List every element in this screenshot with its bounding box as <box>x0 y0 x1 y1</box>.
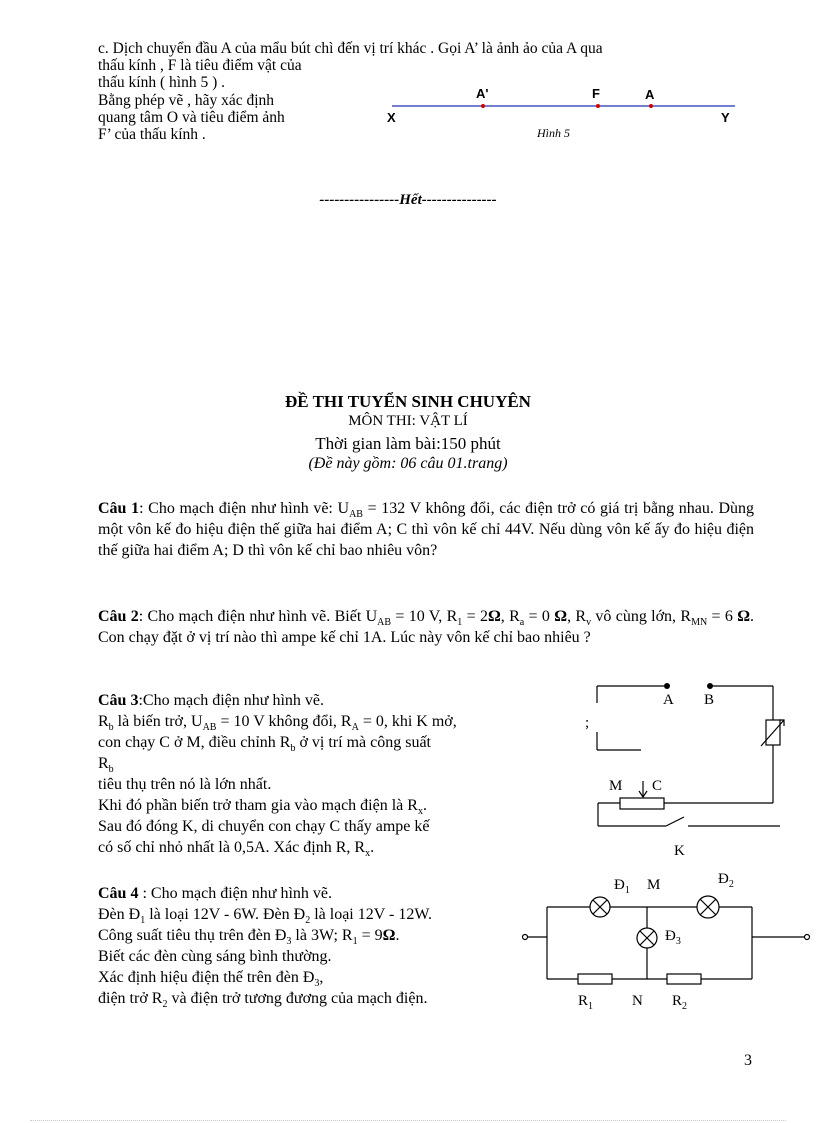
q3-l2s2: AB <box>202 722 217 734</box>
q3-l8s: x <box>365 848 371 860</box>
q2-omega-2: Ω <box>554 608 568 625</box>
point-f <box>596 104 600 108</box>
q4-r1-text: R <box>578 993 589 1009</box>
q4-l2a: Đèn Đ <box>98 906 141 923</box>
q3-l6s: x <box>417 806 423 818</box>
q2-text-1: : Cho mạch điện như hình vẽ. Biết U <box>138 608 378 625</box>
q3-label: Câu 3 <box>98 692 139 709</box>
q3-l8a: có số chỉ nhỏ nhất là 0,5A. Xác định R, R <box>98 839 366 856</box>
q3-label-m: M <box>609 778 623 794</box>
q4-label-n: N <box>632 993 643 1009</box>
q2-sub-2: 1 <box>457 617 463 629</box>
q3-l2a: R <box>98 713 109 730</box>
q2-sub-5: MN <box>691 617 708 629</box>
q2-text-8: = 6 <box>707 608 738 625</box>
q3-circuit <box>580 676 800 846</box>
q3-l4a: R <box>98 755 109 772</box>
q4-omega: Ω <box>382 927 396 944</box>
q3-label-c: C <box>652 778 663 794</box>
q3-line-7: Sau đó đóng K, di chuyển con chạy C thấy ampe kế <box>98 818 430 835</box>
q4-l6s: 2 <box>162 999 168 1011</box>
question-1 <box>98 498 754 561</box>
q4-d2-sub: 2 <box>728 879 734 890</box>
exam-title: ĐỀ THI TUYỂN SINH CHUYÊN <box>285 392 531 411</box>
q4-l5a: Xác định hiệu điện thế trên đèn Đ <box>98 969 315 986</box>
q4-r2-text: R <box>672 993 683 1009</box>
q4-circuit <box>515 895 815 995</box>
q3-l2d: = 0, khi K mở, <box>358 713 457 730</box>
q3-line-6 <box>98 795 457 816</box>
exam-subject: MÔN THI: VẬT LÍ <box>348 413 468 429</box>
terminal-a <box>664 683 670 689</box>
label-a-prime: A' <box>476 86 489 101</box>
exam-duration: Thời gian làm bài:150 phút <box>315 434 501 453</box>
q3-line-1 <box>98 690 457 711</box>
q2-text-9: . Con chạy đặt ở vị trí nào thì ampe kế chỉ 1A. Lúc này vôn kế chỉ bao nhiêu ? <box>98 608 755 646</box>
q4-d1-text: Đ <box>614 877 625 893</box>
rheostat-mn <box>620 798 664 809</box>
q2-text-7: vô cùng lớn, R <box>591 608 692 625</box>
label-y: Y <box>721 110 730 125</box>
q4-d3-sub: 3 <box>675 936 681 947</box>
q4-l3s: 3 <box>286 936 292 948</box>
q3-label-b: B <box>704 692 715 708</box>
q4-l3s2: 1 <box>352 936 358 948</box>
q4-l3c: = 9 <box>357 927 383 944</box>
q-c-line1: c. Dịch chuyển đầu A của mẩu bút chì đến vị trí khác . Gọi A’ là ảnh ảo của A qua <box>98 40 603 57</box>
resistor-r2 <box>667 974 701 984</box>
q4-line-2 <box>98 904 432 925</box>
q3-l2b: là biến trở, U <box>113 713 203 730</box>
point-a <box>649 104 653 108</box>
q2-label: Câu 2 <box>98 608 139 625</box>
q2-sub-4: v <box>586 617 592 629</box>
q2-text-3: = 2 <box>462 608 488 625</box>
q4-r1-sub: 1 <box>588 1001 594 1012</box>
q3-label-semicolon: ; <box>585 715 590 731</box>
q4-l3a: Công suất tiêu thụ trên đèn Đ <box>98 927 287 944</box>
terminal-left <box>523 935 528 940</box>
q4-d3-text: Đ <box>665 928 676 944</box>
question-3 <box>98 690 457 858</box>
q2-text-2: = 10 V, R <box>391 608 458 625</box>
end-mark: ----------------Hết--------------- <box>319 192 497 208</box>
q2-text-4: , R <box>500 608 520 625</box>
q4-d1-sub: 1 <box>624 885 630 896</box>
q4-l3b: là 3W; R <box>291 927 353 944</box>
q2-omega-3: Ω <box>737 608 751 625</box>
page-bottom-divider <box>30 1120 786 1121</box>
figure-5-caption: Hình 5 <box>537 126 570 140</box>
label-f: F <box>592 86 600 101</box>
switch-k <box>666 817 684 826</box>
q3-line-3 <box>98 732 457 753</box>
q4-l5s: 3 <box>314 978 320 990</box>
q3-line-8 <box>98 837 457 858</box>
q-c-line5: quang tâm O và tiêu điểm ảnh <box>98 109 285 126</box>
q3-l8b: . <box>370 839 375 856</box>
lamp-d3 <box>637 928 657 948</box>
q4-l6a: điện trở R <box>98 990 163 1007</box>
q4-label-r2 <box>672 993 687 1010</box>
q4-l6b: và điện trở tương đương của mạch điện. <box>167 990 428 1007</box>
q4-label: Câu 4 <box>98 885 139 902</box>
q4-l2s2: 2 <box>305 915 311 927</box>
q3-l3s: b <box>290 743 296 755</box>
q2-text-5: = 0 <box>524 608 555 625</box>
q4-line-6 <box>98 988 432 1009</box>
q-c-line4: Bằng phép vẽ , hãy xác định <box>98 92 275 109</box>
q3-line-2 <box>98 711 457 732</box>
q-c-line3: thấu kính ( hình 5 ) . <box>98 74 225 91</box>
q4-label-r1 <box>578 993 593 1010</box>
q3-l3a: con chạy C ở M, điều chỉnh R <box>98 734 291 751</box>
q3-label-a: A <box>663 692 674 708</box>
point-a-prime <box>481 104 485 108</box>
q4-l2c: là loại 12V - 12W. <box>310 906 432 923</box>
q3-l2s: b <box>108 722 114 734</box>
q4-l3d: . <box>395 927 400 944</box>
q4-d2-text: Đ <box>718 871 729 887</box>
q4-label-m: M <box>647 877 661 893</box>
q2-sub-3: a <box>519 617 525 629</box>
q3-l4s: b <box>108 764 114 776</box>
q1-text-b: = 132 V không đổi, các điện trở có giá trị bằng nhau. Dùng một vôn kế đo hiệu điện thế giữa hai điểm A; C thì vôn kế chỉ 44V. Nếu dùng vôn kế ấy đo hiệu điện thế giữa hai điểm A; D thì vôn kế chỉ bao nhiêu vôn? <box>98 500 755 559</box>
label-a: A <box>645 87 655 102</box>
terminal-right <box>805 935 810 940</box>
q4-line-5 <box>98 967 432 988</box>
q2-sub-1: AB <box>377 617 392 629</box>
q2-text-6: , R <box>567 608 587 625</box>
q3-l2s3: A <box>351 722 359 734</box>
q3-l6a: Khi đó phần biến trở tham gia vào mạch điện là R <box>98 797 418 814</box>
question-4 <box>98 883 432 1009</box>
q4-label-d1 <box>614 877 630 894</box>
q2-omega-1: Ω <box>487 608 501 625</box>
q4-line-1 <box>98 883 432 904</box>
resistor-r1 <box>578 974 612 984</box>
question-2 <box>98 606 754 648</box>
q-c-line2: thấu kính , F là tiêu điểm vật của <box>98 57 302 74</box>
q3-line-4 <box>98 753 457 774</box>
q4-l2s: 1 <box>140 915 146 927</box>
q3-label-k: K <box>674 843 685 859</box>
q4-line-3 <box>98 925 432 946</box>
q4-intro: : Cho mạch điện như hình vẽ. <box>138 885 332 902</box>
q4-l5b: , <box>319 969 324 986</box>
page-number: 3 <box>744 1052 752 1069</box>
q3-intro: :Cho mạch điện như hình vẽ. <box>138 692 324 709</box>
exam-note: (Đề này gồm: 06 câu 01.trang) <box>308 455 508 472</box>
q3-l3b: ở vị trí mà công suất <box>295 734 431 751</box>
lamp-d1 <box>590 897 610 917</box>
q4-label-d3 <box>665 928 681 945</box>
q1-sub: AB <box>349 509 363 521</box>
q4-l2b: là loại 12V - 6W. Đèn Đ <box>145 906 306 923</box>
q4-line-4: Biết các đèn cùng sáng bình thường. <box>98 948 332 965</box>
q3-line-5: tiêu thụ trên nó là lớn nhất. <box>98 776 272 793</box>
q-c-line6: F’ của thấu kính . <box>98 126 206 143</box>
label-x: X <box>387 110 396 125</box>
lamp-d2 <box>697 896 719 918</box>
q4-r2-sub: 2 <box>682 1001 688 1012</box>
q3-l6b: . <box>422 797 427 814</box>
q4-label-d2 <box>718 871 734 888</box>
q3-l2c: = 10 V không đổi, R <box>216 713 352 730</box>
q1-label: Câu 1 <box>98 500 140 517</box>
terminal-b <box>707 683 713 689</box>
q1-text-a: : Cho mạch điện như hình vẽ: U <box>139 500 350 517</box>
